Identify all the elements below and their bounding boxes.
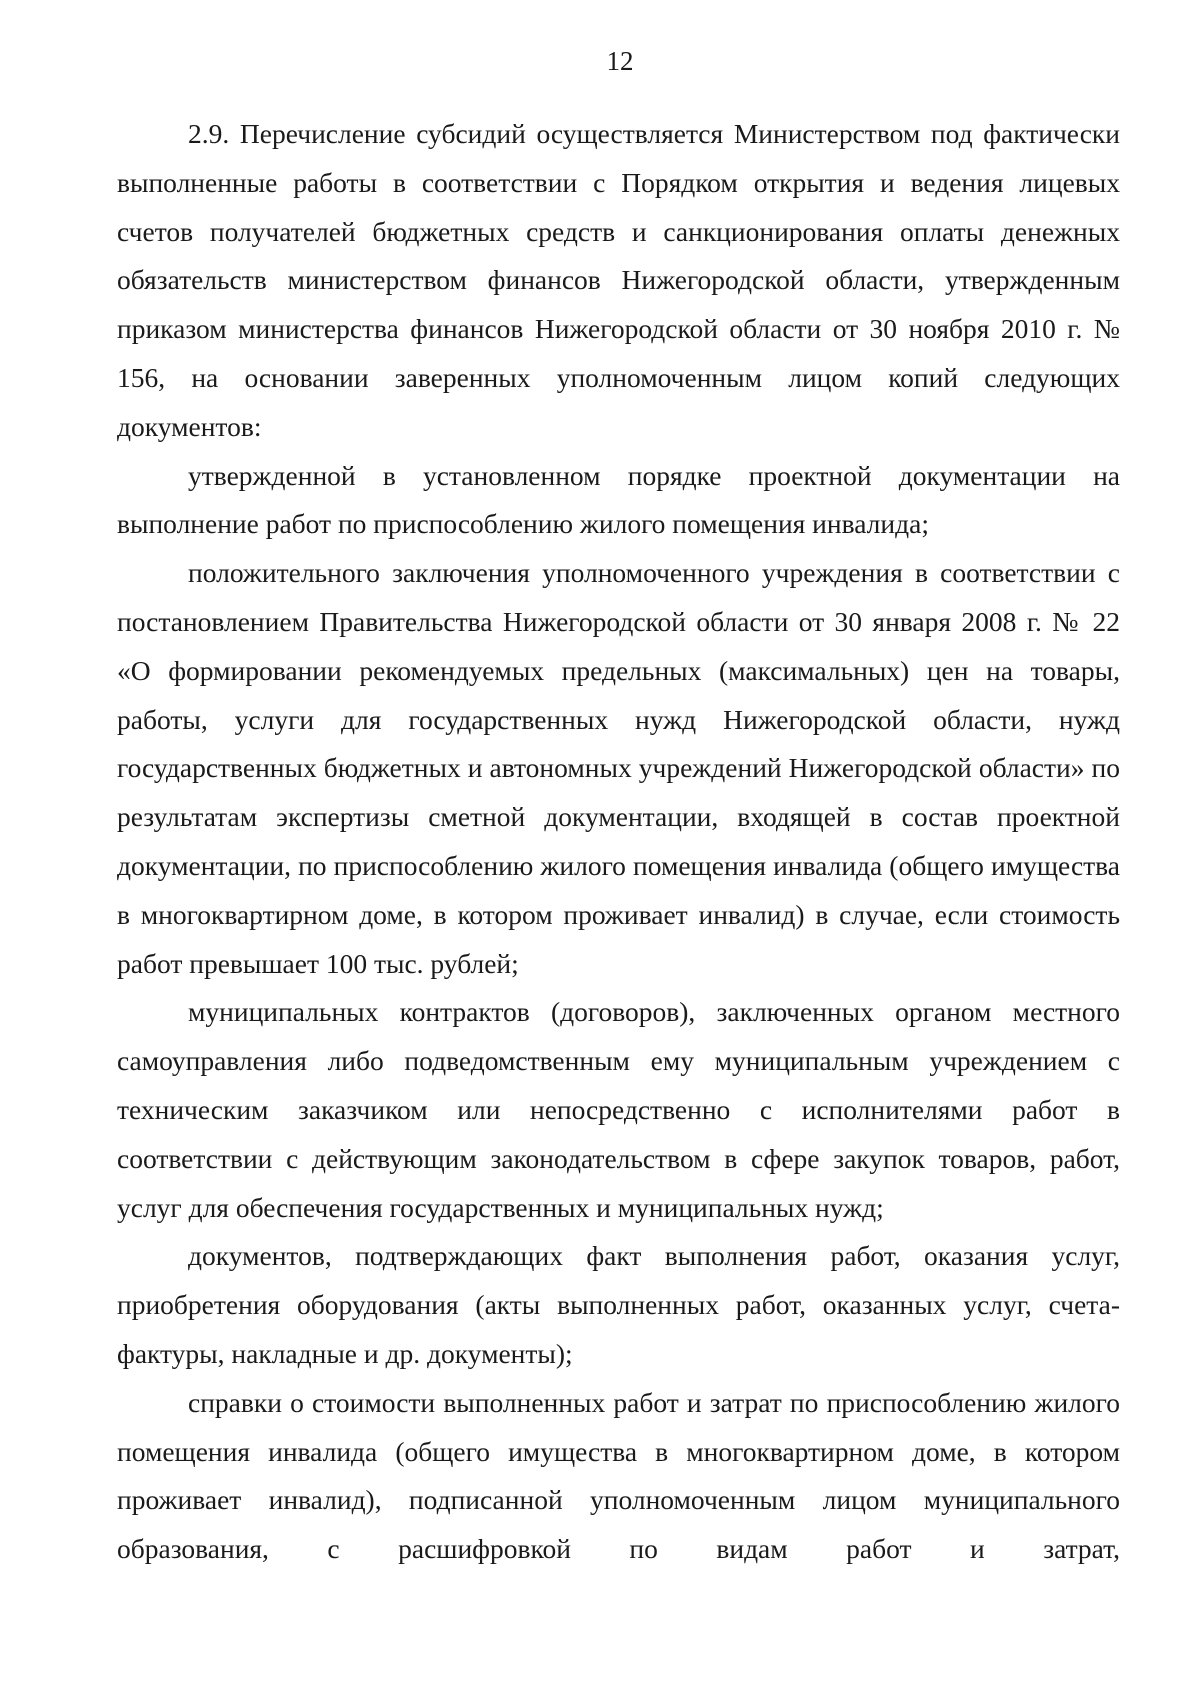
paragraph-confirming-documents: документов, подтверждающих факт выполнения работ, оказания услуг, приобретения оборудования (акты выполненных работ, оказанных услуг, счета-фактуры, накладные и др. документы); — [117, 1240, 1120, 1369]
document-body — [117, 110, 1120, 1574]
paragraph-municipal-contracts: муниципальных контрактов (договоров), заключенных органом местного самоуправления либо подведомственным ему муниципальным учреждением с техническим заказчиком или непосредственно с исполнителями работ в соответствии с действующим законодательством в сфере закупок товаров, работ, услуг для обеспечения государственных и муниципальных нужд; — [117, 996, 1120, 1223]
paragraph-cost-certificate: справки о стоимости выполненных работ и затрат по приспособлению жилого помещения инвалида (общего имущества в многоквартирном доме, в котором проживает инвалид), подписанной уполномоченным лицом муниципального образования, с расшифровкой по видам работ и затрат, — [117, 1386, 1120, 1565]
paragraph-2-9: 2.9. Перечисление субсидий осуществляется Министерством под фактически выполненные работы в соответствии с Порядком открытия и ведения лицевых счетов получателей бюджетных средств и санкционирования оплаты денежных обязательств министерством финансов Нижегородской области, утвержденным приказом министерства финансов Нижегородской области от 30 ноября 2010 г. № 156, на основании заверенных уполномоченным лицом копий следующих документов: — [117, 118, 1120, 442]
paragraph-project-documentation: утвержденной в установленном порядке проектной документации на выполнение работ по приспособлению жилого помещения инвалида; — [117, 459, 1120, 540]
paragraph-positive-conclusion: положительного заключения уполномоченного учреждения в соответствии с постановлением Правительства Нижегородской области от 30 января 2008 г. № 22 «О формировании рекомендуемых предельных (максимальных) цен на товары, работы, услуги для государственных нужд Нижегородской области, нужд государственных бюджетных и автономных учреждений Нижегородской области» по результатам экспертизы сметной документации, входящей в состав проектной документации, по приспособлению жилого помещения инвалида (общего имущества в многоквартирном доме, в котором проживает инвалид) в случае, если стоимость работ превышает 100 тыс. рублей; — [117, 557, 1120, 979]
page-number: 12 — [606, 46, 634, 76]
